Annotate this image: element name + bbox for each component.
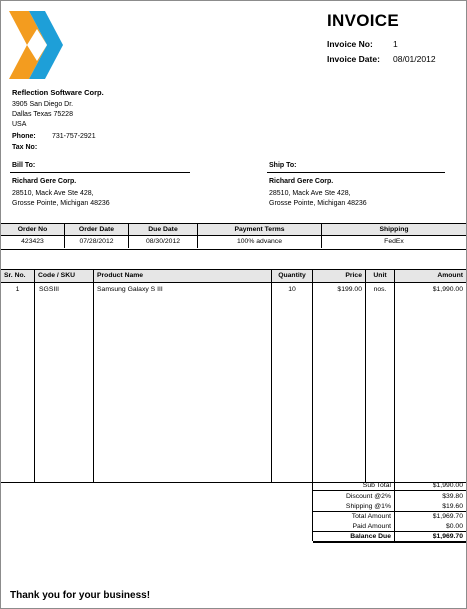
shipping-header: Shipping	[379, 226, 409, 233]
column-divider	[394, 270, 395, 482]
order-date-header: Order Date	[65, 224, 129, 235]
items-header-row	[1, 270, 466, 283]
column-divider	[312, 270, 313, 482]
shipping-charge-row	[313, 502, 466, 512]
bill-to-address-line1: 28510, Mack Ave Ste 428,	[12, 190, 94, 197]
total-amount-row	[313, 512, 466, 521]
company-name: Reflection Software Corp.	[12, 88, 104, 97]
product-name-header: Product Name	[97, 272, 144, 279]
sr-no-header: Sr. No.	[4, 272, 26, 279]
ship-to-address-line1: 28510, Mack Ave Ste 428,	[269, 190, 351, 197]
subtotal-label: Sub Total	[362, 482, 391, 489]
ship-to-label: Ship To:	[269, 162, 297, 169]
discount-label: Discount @2%	[345, 493, 391, 500]
company-logo	[7, 7, 71, 83]
item-quantity: 10	[288, 286, 296, 293]
ship-to-divider	[267, 172, 445, 173]
balance-due-row	[313, 532, 466, 543]
bill-to-label: Bill To:	[12, 162, 36, 169]
ship-to-name: Richard Gere Corp.	[269, 178, 334, 185]
item-product-name: Samsung Galaxy S III	[97, 286, 163, 293]
item-code: SGSIII	[39, 286, 60, 293]
item-price: $199.00	[337, 286, 362, 293]
company-tax-label: Tax No:	[12, 144, 38, 151]
paid-amount-label: Paid Amount	[352, 523, 391, 530]
item-amount: $1,990.00	[432, 286, 463, 293]
item-sr-no: 1	[15, 286, 20, 293]
company-phone: 731-757-2921	[52, 133, 96, 140]
subtotal-value: $1,990.00	[432, 482, 463, 489]
order-date-value: 07/28/2012	[65, 236, 129, 248]
invoice-number-label: Invoice No:	[327, 39, 373, 49]
item-unit: nos.	[373, 286, 387, 293]
column-divider	[93, 270, 94, 482]
order-info-table	[1, 223, 466, 250]
unit-header: Unit	[373, 272, 387, 279]
balance-due-value: $1,969.70	[432, 533, 463, 540]
discount-value: $39.80	[442, 493, 463, 500]
price-header: Price	[345, 272, 362, 279]
discount-row	[313, 492, 466, 501]
payment-terms-header: Payment Terms	[198, 224, 322, 235]
order-no-value: 423423	[1, 236, 65, 248]
due-date-header: Due Date	[129, 224, 198, 235]
shipping-value: FedEx	[384, 238, 404, 245]
column-divider	[271, 270, 272, 482]
order-info-header-row	[1, 224, 466, 236]
order-info-value-row	[1, 236, 466, 248]
company-address-line1: 3905 San Diego Dr.	[12, 101, 74, 108]
column-divider	[365, 270, 366, 482]
balance-due-label: Balance Due	[350, 533, 391, 540]
amount-header: Amount	[437, 272, 463, 279]
column-divider	[34, 270, 35, 482]
order-no-header: Order No	[1, 224, 65, 235]
invoice-date: 08/01/2012	[393, 54, 436, 64]
quantity-header: Quantity	[278, 272, 306, 279]
bill-to-name: Richard Gere Corp.	[12, 178, 77, 185]
invoice-title: INVOICE	[327, 11, 400, 30]
total-amount-value: $1,969.70	[432, 513, 463, 520]
total-amount-label: Total Amount	[351, 513, 391, 520]
subtotal-row	[313, 481, 466, 491]
thank-you-message: Thank you for your business!	[10, 590, 151, 601]
payment-terms-value: 100% advance	[198, 236, 322, 248]
paid-amount-row	[313, 522, 466, 532]
invoice-date-label: Invoice Date:	[327, 54, 380, 64]
table-row	[1, 284, 466, 296]
bill-to-address-line2: Grosse Pointe, Michigan 48236	[12, 200, 110, 207]
shipping-charge-value: $19.60	[442, 503, 463, 510]
items-table	[1, 269, 466, 483]
bill-to-divider	[10, 172, 190, 173]
due-date-value: 08/30/2012	[129, 236, 198, 248]
company-address-line2: Dallas Texas 75228	[12, 111, 73, 118]
paid-amount-value: $0.00	[445, 523, 463, 530]
ship-to-address-line2: Grosse Pointe, Michigan 48236	[269, 200, 367, 207]
invoice-number: 1	[393, 39, 398, 49]
shipping-charge-label: Shipping @1%	[345, 503, 391, 510]
company-phone-label: Phone:	[12, 133, 36, 140]
code-sku-header: Code / SKU	[38, 272, 76, 279]
company-country: USA	[12, 121, 27, 128]
